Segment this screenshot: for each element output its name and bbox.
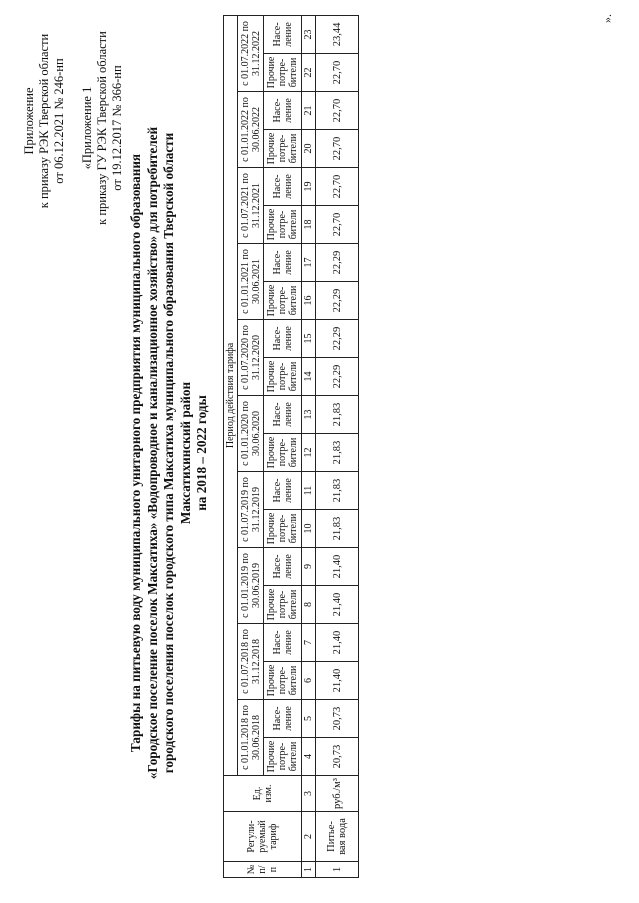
tariff-value-cell: 22,29 (316, 282, 359, 320)
consumer-population-header: Насе-ление (264, 92, 302, 130)
consumer-other-header: Прочие потре-бители (264, 130, 302, 168)
column-number: 20 (302, 130, 316, 168)
tariff-value-cell: 21,40 (316, 662, 359, 700)
tariff-value-cell: 22,29 (316, 358, 359, 396)
column-number: 9 (302, 548, 316, 586)
consumer-population-header: Насе-ление (264, 472, 302, 510)
row-unit: руб./м³ (316, 776, 359, 812)
consumer-other-header: Прочие потре-бители (264, 206, 302, 244)
consumer-other-header: Прочие потре-бители (264, 738, 302, 776)
period-range-header: с 01.01.2020 по 30.06.2020 (238, 396, 264, 472)
column-number: 22 (302, 54, 316, 92)
header-period: Период действия тарифа (224, 15, 238, 775)
table-row (316, 15, 359, 877)
tariff-value-cell: 22,29 (316, 320, 359, 358)
tariff-value-cell: 23,44 (316, 15, 359, 53)
appendix-line: к приказу ГУ РЭК Тверской области (95, 31, 109, 225)
column-number: 23 (302, 15, 316, 53)
consumer-other-header: Прочие потре-бители (264, 662, 302, 700)
period-range-header: с 01.07.2019 по 31.12.2019 (238, 472, 264, 548)
column-number: 8 (302, 586, 316, 624)
header-number: № п/п (224, 862, 302, 878)
period-range-header: с 01.01.2022 по 30.06.2022 (238, 92, 264, 168)
column-number: 13 (302, 396, 316, 434)
period-row (238, 15, 264, 877)
tariff-value-cell: 22,70 (316, 130, 359, 168)
column-number: 6 (302, 662, 316, 700)
tariff-value-cell: 20,73 (316, 738, 359, 776)
title-line: Тарифы на питьевую воду муниципального унитарного предприятия муниципального образования (128, 153, 143, 753)
tariff-value-cell: 21,83 (316, 396, 359, 434)
consumer-row (264, 15, 302, 877)
consumer-population-header: Насе-ление (264, 15, 302, 53)
column-number: 7 (302, 624, 316, 662)
tariff-value-cell: 21,40 (316, 548, 359, 586)
period-range-header: с 01.07.2022 по 31.12.2022 (238, 15, 264, 91)
row-tariff-name: Питье-вая вода (316, 812, 359, 862)
header-unit: Ед. изм. (224, 776, 302, 812)
consumer-other-header: Прочие потре-бители (264, 510, 302, 548)
column-number: 15 (302, 320, 316, 358)
column-number: 19 (302, 168, 316, 206)
header-tariff: Регули-руемый тариф (224, 812, 302, 862)
column-number: 17 (302, 244, 316, 282)
tariff-value-cell: 20,73 (316, 700, 359, 738)
consumer-other-header: Прочие потре-бители (264, 358, 302, 396)
appendix-line: от 06.12.2021 № 246-нп (52, 58, 66, 184)
appendix-line: «Приложение 1 (80, 86, 94, 170)
tariff-value-cell: 21,40 (316, 624, 359, 662)
column-number: 5 (302, 700, 316, 738)
tariff-value-cell: 22,70 (316, 168, 359, 206)
column-number: 3 (302, 776, 316, 812)
tariff-value-cell: 21,83 (316, 472, 359, 510)
column-number: 2 (302, 812, 316, 862)
consumer-population-header: Насе-ление (264, 624, 302, 662)
appendix-line: к приказу РЭК Тверской области (37, 33, 51, 209)
column-number: 18 (302, 206, 316, 244)
consumer-population-header: Насе-ление (264, 396, 302, 434)
title-line: на 2018 – 2022 годы (194, 395, 209, 511)
tariff-value-cell: 22,70 (316, 54, 359, 92)
appendix-line: от 19.12.2017 № 366-нп (110, 65, 124, 191)
period-range-header: с 01.01.2018 по 30.06.2018 (238, 700, 264, 776)
column-number: 14 (302, 358, 316, 396)
period-range-header: с 01.07.2021 по 31.12.2021 (238, 168, 264, 244)
consumer-other-header: Прочие потре-бители (264, 586, 302, 624)
period-range-header: с 01.07.2018 по 31.12.2018 (238, 624, 264, 700)
consumer-population-header: Насе-ление (264, 320, 302, 358)
tariff-value-cell: 21,40 (316, 586, 359, 624)
column-number-row (302, 15, 316, 877)
consumer-population-header: Насе-ление (264, 244, 302, 282)
column-number: 10 (302, 510, 316, 548)
tariff-value-cell: 21,83 (316, 510, 359, 548)
tariff-value-cell: 22,70 (316, 206, 359, 244)
column-number: 12 (302, 434, 316, 472)
appendix-header (22, 1, 67, 241)
tariff-value-cell: 22,70 (316, 92, 359, 130)
appendix-line: Приложение (22, 87, 36, 155)
period-range-header: с 01.01.2021 по 30.06.2021 (238, 244, 264, 320)
consumer-population-header: Насе-ление (264, 548, 302, 586)
column-number: 16 (302, 282, 316, 320)
title-line: «Городское поселение поселок Максатиха» «Водопроводное и канализационное хозяйство» для потребителей (144, 126, 160, 780)
tariff-value-cell: 22,29 (316, 244, 359, 282)
column-number: 4 (302, 738, 316, 776)
period-range-header: с 01.01.2019 по 30.06.2019 (238, 548, 264, 624)
row-number: 1 (316, 862, 359, 878)
document-title (128, 93, 211, 813)
previous-appendix-header (80, 3, 125, 253)
column-number: 1 (302, 862, 316, 878)
tariff-value-cell: 21,83 (316, 434, 359, 472)
column-number: 11 (302, 472, 316, 510)
consumer-other-header: Прочие потре-бители (264, 282, 302, 320)
closing-quote: ». (600, 14, 614, 23)
period-range-header: с 01.07.2020 по 31.12.2020 (238, 320, 264, 396)
column-number: 21 (302, 92, 316, 130)
tariff-table (223, 15, 359, 878)
consumer-other-header: Прочие потре-бители (264, 54, 302, 92)
consumer-population-header: Насе-ление (264, 168, 302, 206)
consumer-other-header: Прочие потре-бители (264, 434, 302, 472)
consumer-population-header: Насе-ление (264, 700, 302, 738)
title-line: городского поселения поселок городского типа Максатиха муниципального образования Тверской области Максатихинский район (161, 132, 193, 774)
